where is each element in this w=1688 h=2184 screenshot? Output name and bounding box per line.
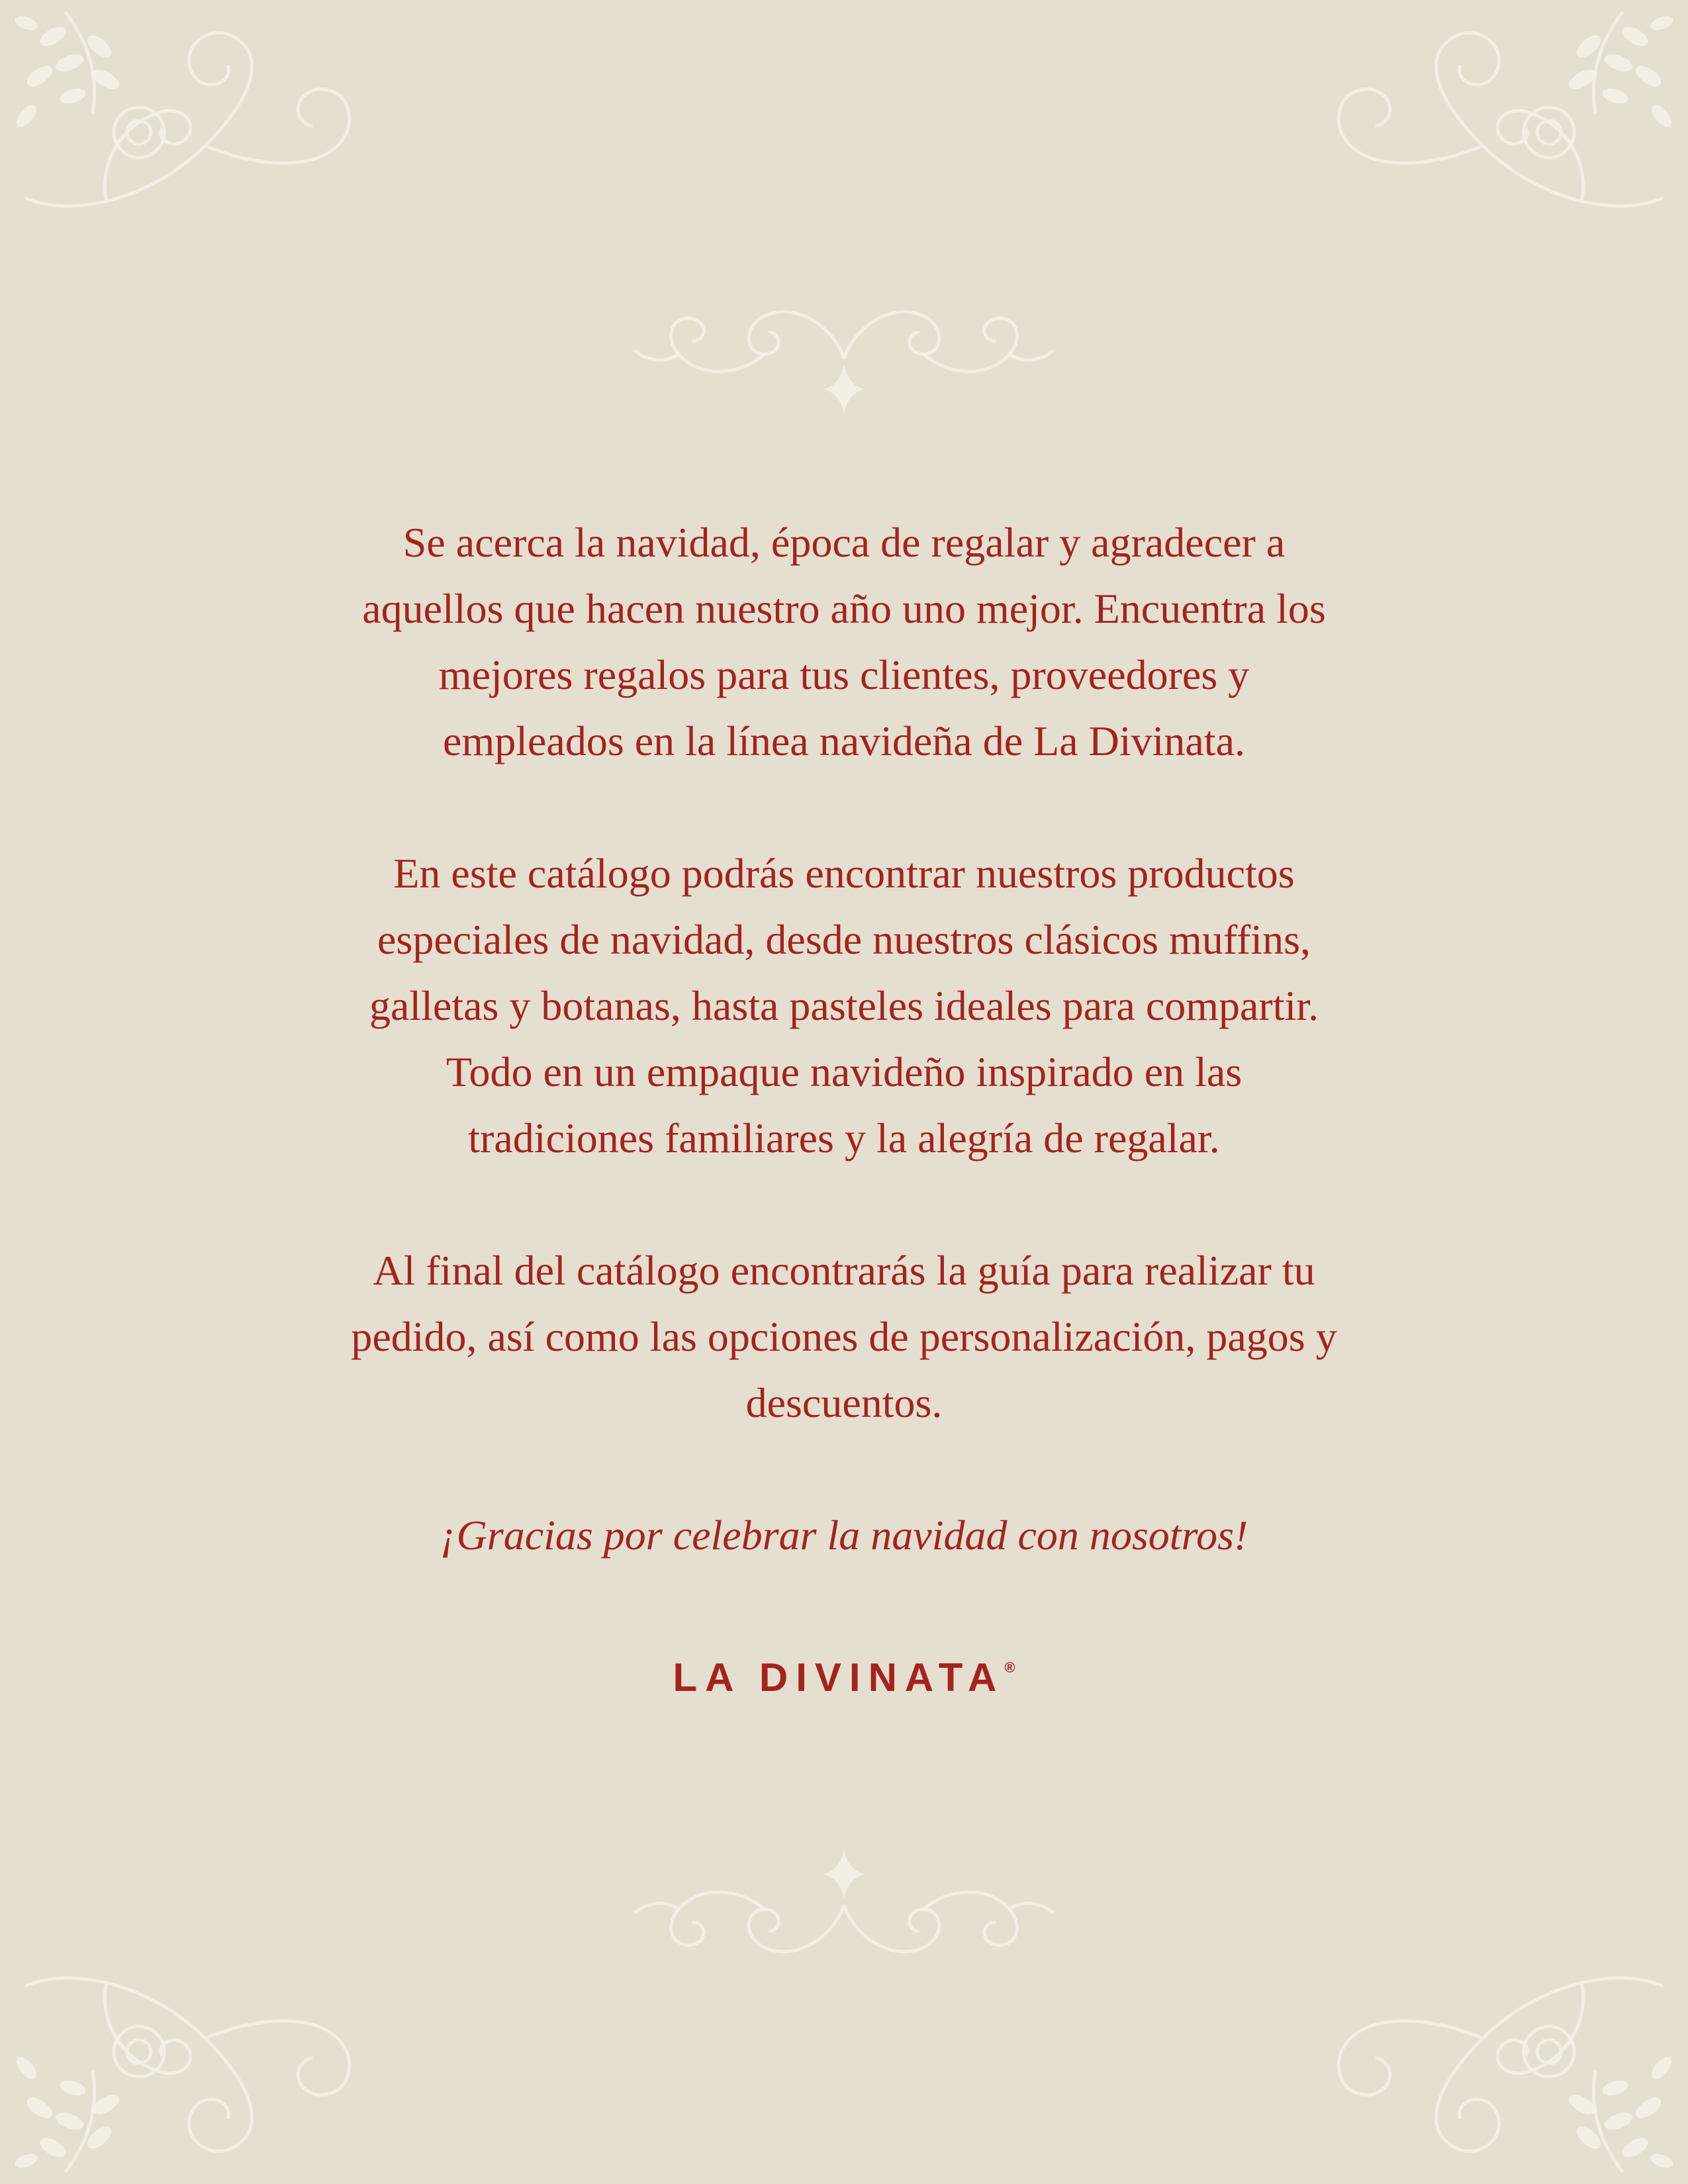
center-flourish-bottom-icon [619,1853,1069,1985]
text-line: tradiciones familiares y la alegría de regalar. [468,1115,1220,1161]
text-line: empleados en la línea navideña de La Divinata. [443,717,1245,764]
text-line: Todo en un empaque navideño inspirado en las [445,1048,1243,1095]
corner-swirl-bottom-left-icon [0,1946,371,2184]
closing-message: ¡Gracias por celebrar la navidad con nosotros! [440,1512,1248,1559]
sparkle-star-icon [823,1849,865,1899]
text-line: Al final del catálogo encontrarás la guía para realizar tu [373,1247,1315,1294]
text-line: mejores regalos para tus clientes, proveedores y [438,651,1250,698]
text-line: galletas y botanas, hasta pasteles ideales para compartir. [369,982,1319,1029]
center-flourish-top-icon [619,278,1069,410]
intro-text [265,510,1423,1711]
sparkle-star-icon [823,364,865,414]
order-guide-paragraph [265,1238,1423,1436]
registered-mark: ® [1004,1659,1015,1676]
brand-wordmark [265,1635,1423,1711]
intro-paragraph [265,510,1423,774]
text-line: Se acerca la navidad, época de regalar y agradecer a [402,519,1286,566]
text-line: En este catálogo podrás encontrar nuestros productos [393,850,1295,897]
catalog-paragraph [265,841,1423,1171]
corner-swirl-top-right-icon [1317,0,1688,238]
corner-swirl-bottom-right-icon [1317,1946,1688,2184]
brand-name: LA DIVINATA [673,1655,1005,1700]
text-line: aquellos que hacen nuestro año uno mejor. Encuentra los [362,585,1326,632]
text-line: especiales de navidad, desde nuestros clásicos muffins, [377,916,1311,963]
corner-swirl-top-left-icon [0,0,371,238]
text-line: pedido, así como las opciones de personalización, pagos y [351,1313,1337,1360]
text-line: descuentos. [745,1379,943,1426]
